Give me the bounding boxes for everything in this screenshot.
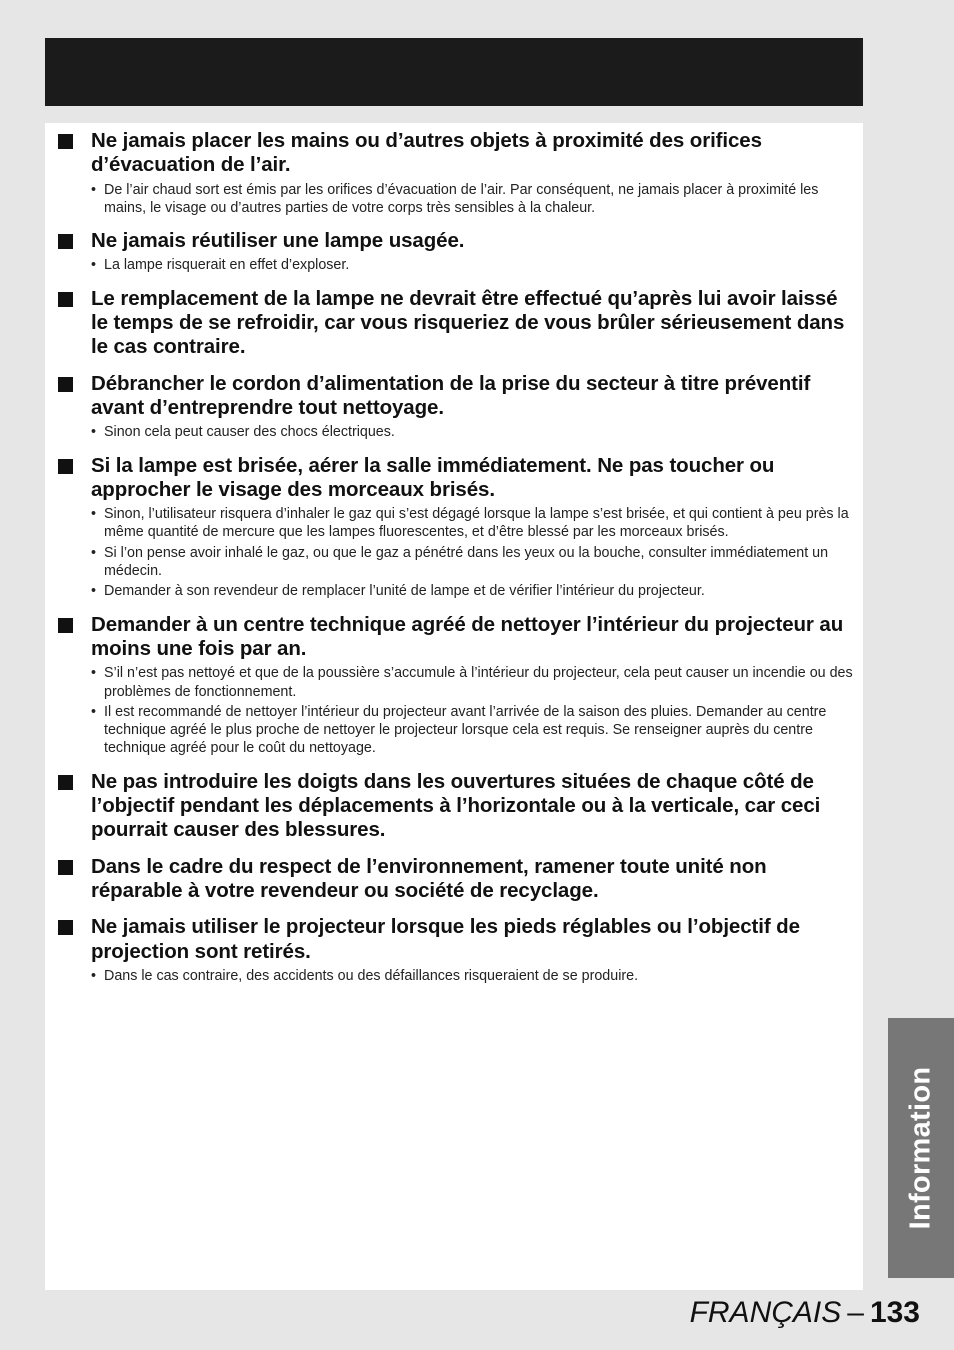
bullet-text: De l’air chaud sort est émis par les orifices d’évacuation de l’air. Par conséquent, ne jamais placer à proximité les mains, le visage ou d’autres parties de votre corps très sensibles à la chaleur. (104, 181, 819, 216)
safety-item (58, 229, 858, 275)
item-bullets (91, 967, 858, 985)
bullet-point (91, 505, 858, 542)
bullet-point (91, 256, 858, 274)
bullet-text: Il est recommandé de nettoyer l’intérieur du projecteur avant l’arrivée de la saison des pluies. Demander au centre technique agréé le plus proche de nettoyer le projecteur lorsque cela est requis. Se renseigner auprès du centre technique agréé pour le coût du nettoyage. (104, 703, 827, 757)
bullet-text: La lampe risquerait en effet d’exploser. (104, 257, 350, 274)
header-bar (45, 38, 863, 106)
footer-separator: – (847, 1296, 864, 1329)
bullet-dot-icon: • (91, 424, 97, 441)
bullet-point (91, 664, 858, 701)
bullet-text: Demander à son revendeur de remplacer l’unité de lampe et de vérifier l’intérieur du projecteur. (104, 583, 705, 600)
bullet-dot-icon: • (91, 257, 97, 274)
item-bullets (91, 423, 858, 441)
item-heading: Ne jamais utiliser le projecteur lorsque les pieds réglables ou l’objectif de projection sont retirés. (91, 915, 800, 963)
content-panel (45, 123, 863, 1290)
item-bullets (91, 256, 858, 274)
safety-item (58, 287, 858, 360)
bullet-point (91, 582, 858, 600)
safety-item (58, 855, 858, 904)
page-number: 133 (869, 1296, 920, 1329)
item-heading: Demander à un centre technique agréé de nettoyer l’intérieur du projecteur au moins une fois par an. (91, 612, 844, 660)
bullet-dot-icon: • (91, 544, 97, 561)
item-heading: Ne jamais placer les mains ou d’autres objets à proximité des orifices d’évacuation de l’air. (91, 129, 762, 177)
bullet-point (91, 423, 858, 441)
square-bullet-icon (58, 377, 73, 392)
bullet-text: Sinon cela peut causer des chocs électriques. (104, 424, 395, 441)
square-bullet-icon (58, 920, 73, 935)
safety-item (58, 454, 858, 601)
item-heading: Ne jamais réutiliser une lampe usagée. (91, 229, 465, 253)
item-heading: Le remplacement de la lampe ne devrait être effectué qu’après lui avoir laissé le temps de se refroidir, car vous risqueriez de vous brûler sérieusement dans le cas contraire. (91, 286, 845, 359)
item-heading: Débrancher le cordon d’alimentation de la prise du secteur à titre préventif avant d’entreprendre tout nettoyage. (91, 371, 811, 419)
item-bullets (91, 181, 858, 218)
square-bullet-icon (58, 775, 73, 790)
square-bullet-icon (58, 234, 73, 249)
item-bullets (91, 505, 858, 600)
bullet-text: S’il n’est pas nettoyé et que de la poussière s’accumule à l’intérieur du projecteur, cela peut causer un incendie ou des problèmes de fonctionnement. (104, 665, 853, 700)
square-bullet-icon (58, 860, 73, 875)
footer-language: FRANÇAIS (689, 1296, 842, 1329)
bullet-point (91, 544, 858, 581)
bullet-text: Sinon, l’utilisateur risquera d’inhaler le gaz qui s’est dégagé lorsque la lampe s’est brisée, et qui contient à peu près la même quantité de mercure que les lampes fluorescentes, et d’être blessé par les morceaux brisés. (104, 506, 849, 541)
square-bullet-icon (58, 618, 73, 633)
bullet-point (91, 967, 858, 985)
bullet-dot-icon: • (91, 506, 97, 523)
square-bullet-icon (58, 459, 73, 474)
safety-item (58, 372, 858, 442)
item-heading: Ne pas introduire les doigts dans les ouvertures situées de chaque côté de l’objectif pendant les déplacements à l’horizontale ou à la verticale, car ceci pourrait causer des blessures. (91, 769, 821, 842)
safety-item (58, 770, 858, 843)
bullet-dot-icon: • (91, 967, 97, 984)
item-heading: Si la lampe est brisée, aérer la salle immédiatement. Ne pas toucher ou approcher le visage des morceaux brisés. (91, 453, 775, 501)
page-footer (690, 1293, 920, 1333)
section-side-tab (888, 1018, 954, 1278)
bullet-dot-icon: • (91, 665, 97, 682)
safety-item (58, 129, 858, 217)
bullet-dot-icon: • (91, 703, 97, 720)
bullet-dot-icon: • (91, 181, 97, 198)
safety-item (58, 915, 858, 985)
square-bullet-icon (58, 292, 73, 307)
side-tab-label: Information (904, 1066, 937, 1230)
bullet-dot-icon: • (91, 583, 97, 600)
safety-item (58, 613, 858, 758)
safety-items-list (58, 129, 858, 987)
bullet-point (91, 703, 858, 758)
item-bullets (91, 664, 858, 757)
bullet-text: Si l’on pense avoir inhalé le gaz, ou que le gaz a pénétré dans les yeux ou la bouche, consulter immédiatement un médecin. (104, 544, 829, 580)
bullet-point (91, 181, 858, 218)
bullet-text: Dans le cas contraire, des accidents ou des défaillances risqueraient de se produire. (104, 967, 639, 984)
item-heading: Dans le cadre du respect de l’environnement, ramener toute unité non réparable à votre revendeur ou société de recyclage. (91, 854, 767, 902)
square-bullet-icon (58, 134, 73, 149)
